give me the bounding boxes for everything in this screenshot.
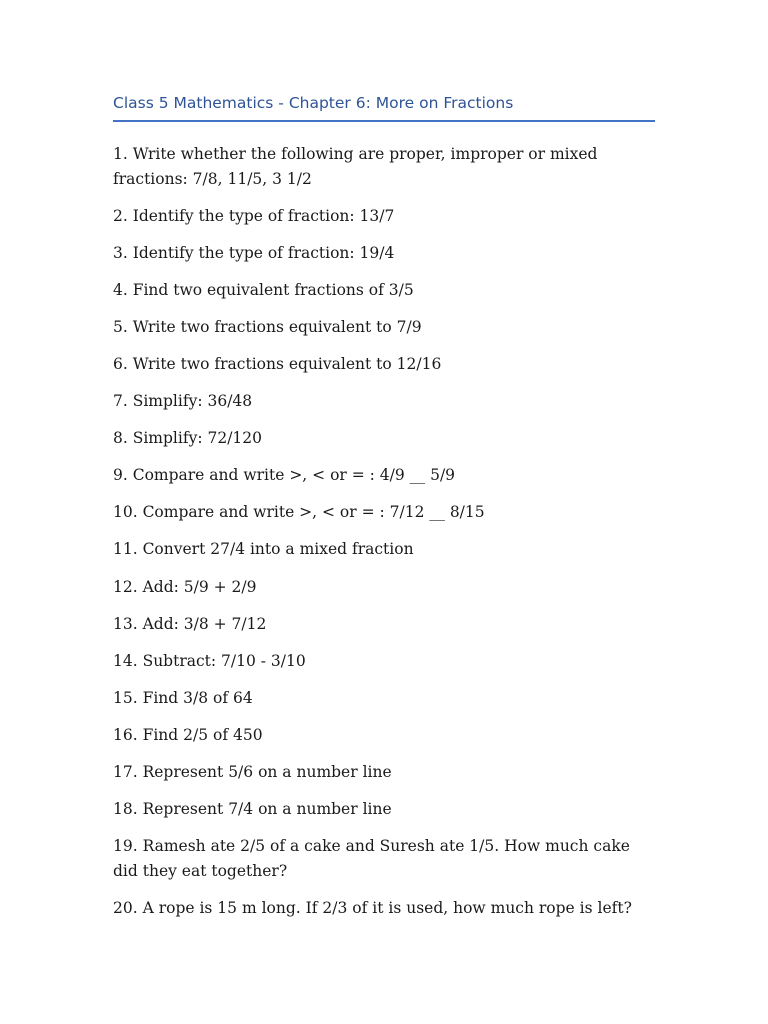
question-item: 16. Find 2/5 of 450 bbox=[113, 725, 263, 744]
question-item: 19. Ramesh ate 2/5 of a cake and Suresh ate 1/5. How much cake did they eat together? bbox=[113, 837, 630, 880]
question-item: 17. Represent 5/6 on a number line bbox=[113, 763, 392, 781]
question-list bbox=[113, 142, 655, 933]
question-item: 18. Represent 7/4 on a number line bbox=[113, 800, 392, 819]
question-item: 6. Write two fractions equivalent to 12/16 bbox=[113, 354, 442, 373]
question-item: 2. Identify the type of fraction: 13/7 bbox=[113, 206, 395, 225]
question-item: 12. Add: 5/9 + 2/9 bbox=[113, 577, 257, 596]
question-item: 14. Subtract: 7/10 - 3/10 bbox=[113, 651, 306, 670]
question-item: 10. Compare and write >, < or = : 7/12 __ 8/15 bbox=[113, 503, 485, 522]
question-item: 7. Simplify: 36/48 bbox=[113, 392, 253, 411]
question-item: 3. Identify the type of fraction: 19/4 bbox=[113, 243, 395, 262]
question-item: 11. Convert 27/4 into a mixed fraction bbox=[113, 540, 414, 559]
question-item: 9. Compare and write >, < or = : 4/9 __ 5/9 bbox=[113, 466, 456, 485]
question-item: 1. Write whether the following are proper, improper or mixed fractions: 7/8, 11/5, 3 1/2 bbox=[113, 145, 598, 188]
document-page bbox=[113, 0, 655, 1024]
title-underline bbox=[113, 120, 655, 122]
question-item: 4. Find two equivalent fractions of 3/5 bbox=[113, 280, 414, 299]
question-item: 13. Add: 3/8 + 7/12 bbox=[113, 614, 267, 633]
question-item: 20. A rope is 15 m long. If 2/3 of it is used, how much rope is left? bbox=[113, 898, 632, 917]
question-item: 15. Find 3/8 of 64 bbox=[113, 688, 253, 707]
question-item: 5. Write two fractions equivalent to 7/9 bbox=[113, 317, 422, 336]
document-title: Class 5 Mathematics - Chapter 6: More on Fractions bbox=[113, 94, 514, 112]
question-item: 8. Simplify: 72/120 bbox=[113, 429, 262, 448]
